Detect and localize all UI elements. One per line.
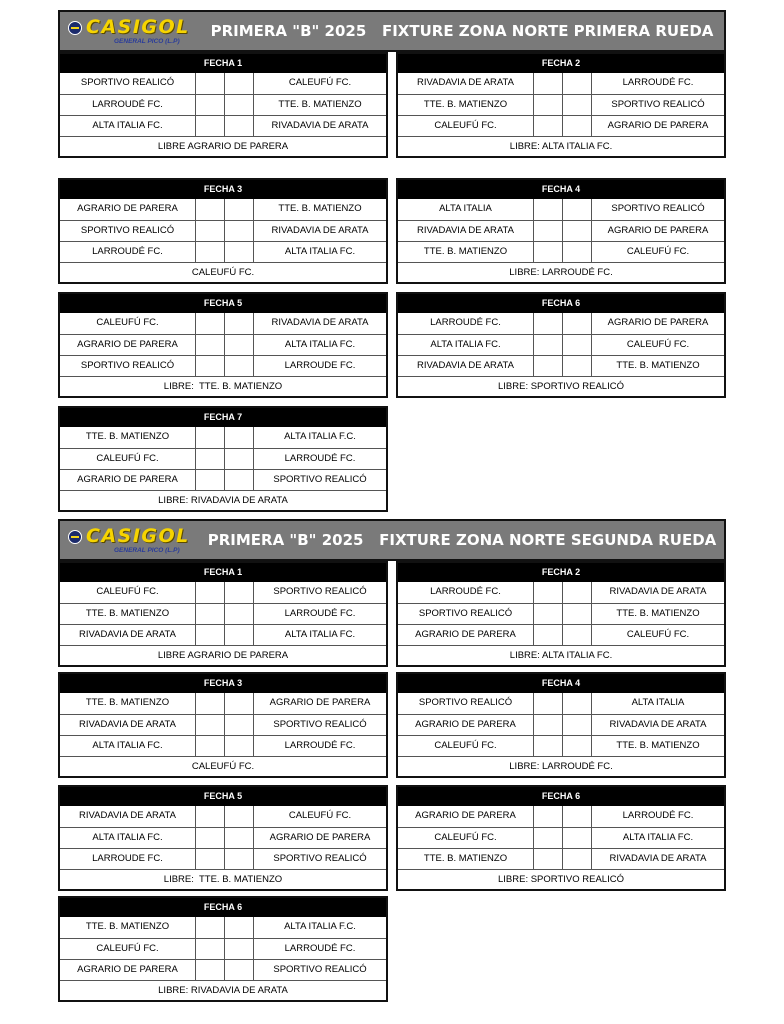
home-score-cell — [533, 806, 562, 827]
match-row — [60, 241, 386, 262]
home-score-cell — [195, 693, 224, 714]
away-score-cell — [562, 242, 591, 262]
home-score-cell — [533, 95, 562, 115]
home-score-cell — [195, 95, 224, 115]
home-team: CALEUFÚ FC. — [96, 453, 159, 464]
home-team: CALEUFÚ FC. — [96, 317, 159, 328]
fecha-header: FECHA 3 — [60, 674, 386, 693]
away-score-cell — [224, 199, 253, 220]
home-team: CALEUFÚ FC. — [96, 943, 159, 954]
home-score-cell — [533, 715, 562, 735]
away-score-cell — [562, 116, 591, 136]
away-team: CALEUFÚ FC. — [591, 242, 724, 262]
fecha-block — [58, 672, 388, 778]
match-row — [60, 624, 386, 645]
home-team: ALTA ITALIA — [439, 203, 492, 214]
home-score-cell — [533, 73, 562, 94]
match-row — [398, 334, 724, 355]
fecha-header: FECHA 4 — [398, 674, 724, 693]
match-row — [398, 603, 724, 624]
libre-team: LIBRE: TTE. B. MATIENZO — [60, 869, 386, 889]
home-score-cell — [195, 715, 224, 735]
home-score-cell — [195, 73, 224, 94]
away-team: LARROUDÉ FC. — [253, 736, 386, 756]
away-score-cell — [224, 335, 253, 355]
match-row — [398, 94, 724, 115]
fecha-header: FECHA 2 — [398, 563, 724, 582]
away-score-cell — [562, 736, 591, 756]
libre-team: LIBRE: LARROUDÉ FC. — [398, 756, 724, 776]
home-team: RIVADAVIA DE ARATA — [79, 810, 176, 821]
away-team: AGRARIO DE PARERA — [591, 116, 724, 136]
away-team: SPORTIVO REALICÓ — [253, 849, 386, 869]
away-score-cell — [562, 95, 591, 115]
away-team: AGRARIO DE PARERA — [253, 828, 386, 848]
match-row — [398, 220, 724, 241]
away-score-cell — [562, 221, 591, 241]
home-score-cell — [195, 313, 224, 334]
fecha-block — [58, 178, 388, 284]
away-team: AGRARIO DE PARERA — [591, 313, 724, 334]
home-score-cell — [195, 470, 224, 490]
fecha-header: FECHA 4 — [398, 180, 724, 199]
home-score-cell — [195, 917, 224, 938]
match-row — [60, 334, 386, 355]
home-score-cell — [195, 116, 224, 136]
home-team: TTE. B. MATIENZO — [85, 921, 170, 932]
home-score-cell — [195, 939, 224, 959]
fecha-block — [396, 785, 726, 891]
away-score-cell — [224, 828, 253, 848]
home-team: LARROUDE FC. — [92, 853, 163, 864]
libre-team: CALEUFÚ FC. — [60, 262, 386, 282]
match-row — [398, 693, 724, 714]
fecha-block — [396, 672, 726, 778]
home-score-cell — [195, 960, 224, 980]
away-team: CALEUFÚ FC. — [253, 73, 386, 94]
home-team: TTE. B. MATIENZO — [85, 697, 170, 708]
fecha-header: FECHA 6 — [398, 294, 724, 313]
match-row — [398, 624, 724, 645]
away-team: TTE. B. MATIENZO — [253, 199, 386, 220]
fecha-header: FECHA 6 — [60, 898, 386, 917]
match-row — [398, 806, 724, 827]
home-score-cell — [533, 828, 562, 848]
fecha-block — [58, 292, 388, 398]
away-team: LARROUDÉ FC. — [591, 806, 724, 827]
away-score-cell — [562, 313, 591, 334]
match-row — [60, 73, 386, 94]
match-row — [60, 827, 386, 848]
match-row — [60, 959, 386, 980]
home-team: CALEUFÚ FC. — [434, 832, 497, 843]
casigol-logo — [66, 525, 196, 557]
soccer-ball-icon — [68, 530, 82, 544]
away-team: ALTA ITALIA FC. — [253, 625, 386, 645]
header-segunda-rueda — [58, 519, 726, 561]
libre-team: LIBRE: RIVADAVIA DE ARATA — [60, 980, 386, 1000]
away-team: RIVADAVIA DE ARATA — [253, 221, 386, 241]
match-row — [398, 848, 724, 869]
home-team: TTE. B. MATIENZO — [423, 246, 508, 257]
match-row — [398, 355, 724, 376]
match-row — [60, 469, 386, 490]
match-row — [60, 603, 386, 624]
away-team: AGRARIO DE PARERA — [591, 221, 724, 241]
away-team: ALTA ITALIA FC. — [591, 828, 724, 848]
home-team: LARROUDÉ FC. — [92, 99, 163, 110]
home-team: ALTA ITALIA FC. — [430, 339, 501, 350]
libre-team: LIBRE: SPORTIVO REALICÓ — [398, 376, 724, 396]
home-score-cell — [195, 604, 224, 624]
fecha-header: FECHA 5 — [60, 787, 386, 806]
match-row — [398, 115, 724, 136]
away-team: TTE. B. MATIENZO — [591, 604, 724, 624]
match-row — [60, 199, 386, 220]
away-score-cell — [562, 806, 591, 827]
match-row — [60, 582, 386, 603]
away-score-cell — [562, 625, 591, 645]
home-team: LARROUDÉ FC. — [92, 246, 163, 257]
away-score-cell — [224, 849, 253, 869]
away-score-cell — [224, 806, 253, 827]
home-team: CALEUFÚ FC. — [96, 586, 159, 597]
home-team: AGRARIO DE PARERA — [77, 474, 178, 485]
home-team: AGRARIO DE PARERA — [77, 203, 178, 214]
home-score-cell — [533, 116, 562, 136]
away-score-cell — [224, 736, 253, 756]
away-team: SPORTIVO REALICÓ — [253, 715, 386, 735]
fecha-header: FECHA 2 — [398, 54, 724, 73]
match-row — [398, 735, 724, 756]
logo-brand: CASIGOL — [86, 525, 190, 547]
home-score-cell — [195, 582, 224, 603]
match-row — [60, 427, 386, 448]
home-score-cell — [195, 199, 224, 220]
match-row — [60, 714, 386, 735]
match-row — [60, 448, 386, 469]
home-score-cell — [195, 242, 224, 262]
home-score-cell — [533, 356, 562, 376]
fecha-header: FECHA 5 — [60, 294, 386, 313]
fecha-block — [58, 896, 388, 1002]
match-row — [398, 582, 724, 603]
match-row — [60, 938, 386, 959]
fecha-header: FECHA 6 — [398, 787, 724, 806]
away-score-cell — [224, 116, 253, 136]
home-team: AGRARIO DE PARERA — [415, 629, 516, 640]
home-team: SPORTIVO REALICÓ — [80, 360, 175, 371]
logo-subtitle: GENERAL PICO (L.P) — [114, 38, 180, 45]
away-score-cell — [224, 917, 253, 938]
away-team: RIVADAVIA DE ARATA — [591, 582, 724, 603]
away-team: ALTA ITALIA FC. — [253, 335, 386, 355]
logo-brand: CASIGOL — [86, 16, 190, 38]
home-score-cell — [533, 582, 562, 603]
home-team: RIVADAVIA DE ARATA — [79, 629, 176, 640]
away-score-cell — [224, 693, 253, 714]
away-team: SPORTIVO REALICÓ — [591, 95, 724, 115]
home-score-cell — [195, 427, 224, 448]
away-team: TTE. B. MATIENZO — [591, 356, 724, 376]
match-row — [60, 115, 386, 136]
away-score-cell — [562, 849, 591, 869]
away-team: RIVADAVIA DE ARATA — [591, 849, 724, 869]
away-score-cell — [562, 693, 591, 714]
away-team: LARROUDÉ FC. — [253, 449, 386, 469]
home-team: LARROUDÉ FC. — [430, 586, 501, 597]
away-team: ALTA ITALIA FC. — [253, 242, 386, 262]
home-team: AGRARIO DE PARERA — [415, 719, 516, 730]
fecha-block — [396, 561, 726, 667]
fecha-block — [396, 52, 726, 158]
away-team: TTE. B. MATIENZO — [253, 95, 386, 115]
logo-subtitle: GENERAL PICO (L.P) — [114, 547, 180, 554]
home-score-cell — [533, 242, 562, 262]
away-score-cell — [224, 356, 253, 376]
away-score-cell — [562, 604, 591, 624]
home-team: AGRARIO DE PARERA — [77, 339, 178, 350]
home-team: TTE. B. MATIENZO — [423, 99, 508, 110]
away-team: ALTA ITALIA F.C. — [253, 427, 386, 448]
home-team: TTE. B. MATIENZO — [423, 853, 508, 864]
away-team: CALEUFÚ FC. — [253, 806, 386, 827]
fecha-block — [396, 292, 726, 398]
fecha-header: FECHA 1 — [60, 563, 386, 582]
libre-team: CALEUFÚ FC. — [60, 756, 386, 776]
home-team: AGRARIO DE PARERA — [77, 964, 178, 975]
fecha-block — [58, 561, 388, 667]
away-team: AGRARIO DE PARERA — [253, 693, 386, 714]
away-score-cell — [562, 582, 591, 603]
match-row — [60, 917, 386, 938]
match-row — [60, 848, 386, 869]
home-team: CALEUFÚ FC. — [434, 120, 497, 131]
home-score-cell — [195, 828, 224, 848]
fecha-block — [58, 52, 388, 158]
home-score-cell — [195, 736, 224, 756]
away-team: ALTA ITALIA — [591, 693, 724, 714]
libre-team: LIBRE: LARROUDÉ FC. — [398, 262, 724, 282]
libre-team: LIBRE: TTE. B. MATIENZO — [60, 376, 386, 396]
away-score-cell — [224, 221, 253, 241]
away-team: LARROUDE FC. — [253, 356, 386, 376]
home-score-cell — [533, 199, 562, 220]
away-score-cell — [224, 582, 253, 603]
home-team: TTE. B. MATIENZO — [85, 431, 170, 442]
fecha-block — [58, 785, 388, 891]
match-row — [398, 827, 724, 848]
casigol-logo — [66, 16, 196, 48]
away-score-cell — [224, 960, 253, 980]
page-title: PRIMERA "B" 2025 FIXTURE ZONA NORTE PRIMERA RUEDA — [210, 22, 714, 40]
away-team: LARROUDÉ FC. — [253, 939, 386, 959]
home-team: SPORTIVO REALICÓ — [80, 77, 175, 88]
home-team: LARROUDÉ FC. — [430, 317, 501, 328]
away-team: SPORTIVO REALICÓ — [591, 199, 724, 220]
fecha-header: FECHA 3 — [60, 180, 386, 199]
match-row — [398, 73, 724, 94]
page-title: PRIMERA "B" 2025 FIXTURE ZONA NORTE SEGUNDA RUEDA — [207, 531, 717, 549]
home-score-cell — [533, 693, 562, 714]
home-score-cell — [195, 221, 224, 241]
away-team: SPORTIVO REALICÓ — [253, 960, 386, 980]
home-team: RIVADAVIA DE ARATA — [79, 719, 176, 730]
away-score-cell — [224, 604, 253, 624]
away-score-cell — [562, 715, 591, 735]
match-row — [60, 313, 386, 334]
home-score-cell — [195, 806, 224, 827]
away-score-cell — [224, 242, 253, 262]
home-team: RIVADAVIA DE ARATA — [417, 225, 514, 236]
libre-team: LIBRE: SPORTIVO REALICÓ — [398, 869, 724, 889]
away-team: ALTA ITALIA F.C. — [253, 917, 386, 938]
libre-team: LIBRE: ALTA ITALIA FC. — [398, 645, 724, 665]
away-team: SPORTIVO REALICÓ — [253, 582, 386, 603]
home-score-cell — [195, 849, 224, 869]
away-team: LARROUDÉ FC. — [253, 604, 386, 624]
home-score-cell — [533, 604, 562, 624]
libre-team: LIBRE: ALTA ITALIA FC. — [398, 136, 724, 156]
libre-team: LIBRE: RIVADAVIA DE ARATA — [60, 490, 386, 510]
match-row — [60, 220, 386, 241]
home-score-cell — [533, 313, 562, 334]
match-row — [60, 693, 386, 714]
match-row — [60, 806, 386, 827]
fecha-header: FECHA 1 — [60, 54, 386, 73]
away-team: RIVADAVIA DE ARATA — [591, 715, 724, 735]
fecha-header: FECHA 7 — [60, 408, 386, 427]
fecha-block — [58, 406, 388, 512]
match-row — [398, 714, 724, 735]
away-score-cell — [224, 427, 253, 448]
home-team: ALTA ITALIA FC. — [92, 832, 163, 843]
match-row — [398, 313, 724, 334]
home-score-cell — [533, 849, 562, 869]
away-team: RIVADAVIA DE ARATA — [253, 313, 386, 334]
libre-team: LIBRE AGRARIO DE PARERA — [60, 136, 386, 156]
away-score-cell — [562, 199, 591, 220]
fecha-block — [396, 178, 726, 284]
away-team: LARROUDÉ FC. — [591, 73, 724, 94]
home-team: ALTA ITALIA FC. — [92, 740, 163, 751]
away-team: CALEUFÚ FC. — [591, 335, 724, 355]
away-score-cell — [562, 356, 591, 376]
header-primera-rueda — [58, 10, 726, 52]
match-row — [60, 355, 386, 376]
home-team: SPORTIVO REALICÓ — [418, 608, 513, 619]
home-score-cell — [195, 625, 224, 645]
away-score-cell — [224, 449, 253, 469]
match-row — [398, 199, 724, 220]
home-score-cell — [533, 335, 562, 355]
away-team: CALEUFÚ FC. — [591, 625, 724, 645]
home-score-cell — [533, 736, 562, 756]
match-row — [60, 735, 386, 756]
home-score-cell — [195, 449, 224, 469]
home-team: AGRARIO DE PARERA — [415, 810, 516, 821]
away-score-cell — [224, 939, 253, 959]
away-score-cell — [224, 625, 253, 645]
home-team: RIVADAVIA DE ARATA — [417, 77, 514, 88]
away-team: SPORTIVO REALICÓ — [253, 470, 386, 490]
away-team: TTE. B. MATIENZO — [591, 736, 724, 756]
away-score-cell — [224, 73, 253, 94]
home-score-cell — [533, 625, 562, 645]
away-score-cell — [224, 313, 253, 334]
home-team: CALEUFÚ FC. — [434, 740, 497, 751]
home-team: RIVADAVIA DE ARATA — [417, 360, 514, 371]
home-team: SPORTIVO REALICÓ — [80, 225, 175, 236]
away-score-cell — [562, 73, 591, 94]
home-team: ALTA ITALIA FC. — [92, 120, 163, 131]
home-score-cell — [533, 221, 562, 241]
home-score-cell — [195, 335, 224, 355]
away-score-cell — [224, 715, 253, 735]
away-score-cell — [224, 470, 253, 490]
match-row — [398, 241, 724, 262]
home-score-cell — [195, 356, 224, 376]
match-row — [60, 94, 386, 115]
away-team: RIVADAVIA DE ARATA — [253, 116, 386, 136]
home-team: SPORTIVO REALICÓ — [418, 697, 513, 708]
away-score-cell — [562, 828, 591, 848]
home-team: TTE. B. MATIENZO — [85, 608, 170, 619]
away-score-cell — [562, 335, 591, 355]
libre-team: LIBRE AGRARIO DE PARERA — [60, 645, 386, 665]
away-score-cell — [224, 95, 253, 115]
soccer-ball-icon — [68, 21, 82, 35]
